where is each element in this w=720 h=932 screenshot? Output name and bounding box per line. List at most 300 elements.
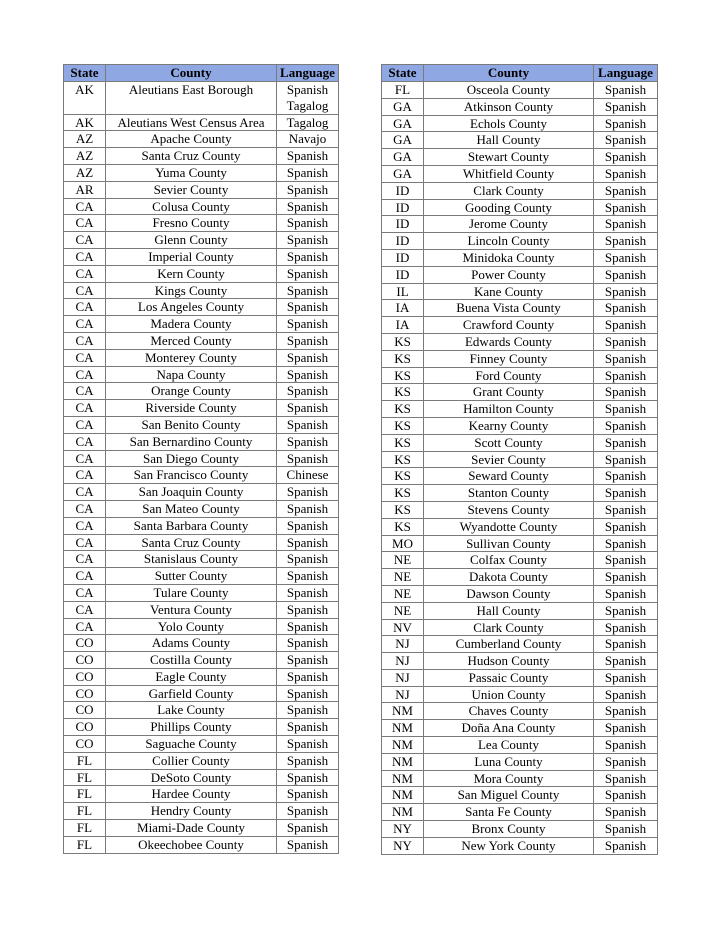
table-row bbox=[64, 164, 339, 181]
state-cell: CA bbox=[64, 400, 106, 417]
state-cell: CO bbox=[64, 668, 106, 685]
table-row bbox=[64, 652, 339, 669]
language-cell: Spanish bbox=[594, 569, 658, 586]
state-cell: FL bbox=[382, 82, 424, 99]
county-cell: San Benito County bbox=[106, 416, 277, 433]
county-cell: Scott County bbox=[424, 434, 594, 451]
table-row bbox=[64, 736, 339, 753]
language-cell: Spanish bbox=[277, 198, 339, 215]
state-cell: CA bbox=[64, 618, 106, 635]
table-row bbox=[382, 350, 658, 367]
table-row bbox=[64, 517, 339, 534]
county-cell: Wyandotte County bbox=[424, 518, 594, 535]
table-row bbox=[64, 366, 339, 383]
state-cell: KS bbox=[382, 384, 424, 401]
table-row bbox=[382, 149, 658, 166]
table-row bbox=[64, 467, 339, 484]
language-line: Spanish bbox=[286, 82, 329, 97]
county-cell: Tulare County bbox=[106, 584, 277, 601]
language-cell: Spanish bbox=[594, 367, 658, 384]
state-cell: NJ bbox=[382, 669, 424, 686]
state-cell: CO bbox=[64, 685, 106, 702]
language-cell: Spanish bbox=[277, 400, 339, 417]
table-row bbox=[64, 568, 339, 585]
county-cell: Lea County bbox=[424, 737, 594, 754]
county-cell: Apache County bbox=[106, 131, 277, 148]
state-cell: CA bbox=[64, 450, 106, 467]
right-county-table bbox=[381, 64, 658, 855]
right-table-body bbox=[382, 82, 658, 855]
county-cell: San Miguel County bbox=[424, 787, 594, 804]
table-row bbox=[382, 770, 658, 787]
county-cell: Orange County bbox=[106, 383, 277, 400]
state-cell: NE bbox=[382, 602, 424, 619]
county-cell: Seward County bbox=[424, 468, 594, 485]
county-cell: Edwards County bbox=[424, 333, 594, 350]
table-row bbox=[64, 534, 339, 551]
state-cell: KS bbox=[382, 417, 424, 434]
state-cell: CA bbox=[64, 433, 106, 450]
county-cell: DeSoto County bbox=[106, 769, 277, 786]
county-cell: Napa County bbox=[106, 366, 277, 383]
language-cell: Spanish bbox=[277, 484, 339, 501]
table-row bbox=[64, 181, 339, 198]
language-cell: Spanish bbox=[594, 300, 658, 317]
county-cell: Okeechobee County bbox=[106, 836, 277, 853]
language-cell: Spanish bbox=[277, 769, 339, 786]
table-row bbox=[382, 434, 658, 451]
table-row bbox=[382, 451, 658, 468]
language-cell: Spanish bbox=[277, 450, 339, 467]
table-row bbox=[382, 317, 658, 334]
language-cell: Spanish bbox=[594, 182, 658, 199]
table-row bbox=[64, 316, 339, 333]
county-cell: Osceola County bbox=[424, 82, 594, 99]
language-cell: Spanish bbox=[594, 669, 658, 686]
county-cell: Hudson County bbox=[424, 653, 594, 670]
table-row bbox=[64, 265, 339, 282]
state-cell: NY bbox=[382, 837, 424, 854]
language-cell: Spanish bbox=[594, 753, 658, 770]
table-row bbox=[382, 821, 658, 838]
county-cell: Eagle County bbox=[106, 668, 277, 685]
table-row bbox=[382, 401, 658, 418]
language-cell: Chinese bbox=[277, 467, 339, 484]
language-cell: Spanish bbox=[277, 668, 339, 685]
state-cell: NM bbox=[382, 720, 424, 737]
language-cell: Spanish bbox=[594, 518, 658, 535]
language-cell: Spanish bbox=[277, 416, 339, 433]
table-row bbox=[382, 249, 658, 266]
table-row bbox=[382, 518, 658, 535]
state-cell: AZ bbox=[64, 131, 106, 148]
table-row bbox=[382, 737, 658, 754]
table-row bbox=[382, 98, 658, 115]
language-cell: Spanish bbox=[277, 383, 339, 400]
state-cell: GA bbox=[382, 115, 424, 132]
state-cell: CA bbox=[64, 349, 106, 366]
language-cell: Spanish bbox=[277, 618, 339, 635]
language-cell: Spanish bbox=[594, 821, 658, 838]
language-cell: Spanish bbox=[277, 719, 339, 736]
county-cell: Hall County bbox=[424, 602, 594, 619]
county-cell: Kings County bbox=[106, 282, 277, 299]
table-row bbox=[64, 383, 339, 400]
state-cell: CA bbox=[64, 484, 106, 501]
county-cell: Los Angeles County bbox=[106, 299, 277, 316]
table-row bbox=[382, 132, 658, 149]
state-cell: CA bbox=[64, 265, 106, 282]
language-cell: Spanish bbox=[277, 433, 339, 450]
state-cell: CA bbox=[64, 248, 106, 265]
table-row bbox=[64, 299, 339, 316]
table-row bbox=[64, 836, 339, 853]
state-cell: CA bbox=[64, 467, 106, 484]
state-cell: KS bbox=[382, 434, 424, 451]
county-cell: Kearny County bbox=[424, 417, 594, 434]
language-cell: Spanish bbox=[594, 333, 658, 350]
county-cell: Finney County bbox=[424, 350, 594, 367]
state-cell: GA bbox=[382, 165, 424, 182]
state-cell: NM bbox=[382, 770, 424, 787]
county-cell: San Joaquin County bbox=[106, 484, 277, 501]
county-cell: Aleutians West Census Area bbox=[106, 114, 277, 131]
table-row bbox=[382, 552, 658, 569]
language-cell: Spanish bbox=[277, 820, 339, 837]
header-row bbox=[64, 65, 339, 82]
language-cell: Spanish bbox=[594, 468, 658, 485]
language-cell: Spanish bbox=[277, 500, 339, 517]
state-cell: FL bbox=[64, 820, 106, 837]
language-cell: Spanish bbox=[594, 165, 658, 182]
county-cell: Santa Barbara County bbox=[106, 517, 277, 534]
county-cell: Sullivan County bbox=[424, 535, 594, 552]
county-cell: Monterey County bbox=[106, 349, 277, 366]
state-cell: CA bbox=[64, 551, 106, 568]
language-cell: Spanish bbox=[277, 366, 339, 383]
county-cell: Hendry County bbox=[106, 803, 277, 820]
state-cell: CA bbox=[64, 215, 106, 232]
left-table-body bbox=[64, 82, 339, 854]
county-cell: San Mateo County bbox=[106, 500, 277, 517]
language-cell: Spanish bbox=[594, 804, 658, 821]
table-row bbox=[382, 636, 658, 653]
state-cell: KS bbox=[382, 485, 424, 502]
county-cell: Riverside County bbox=[106, 400, 277, 417]
table-row bbox=[64, 786, 339, 803]
language-cell: Spanish bbox=[594, 636, 658, 653]
state-cell: CA bbox=[64, 332, 106, 349]
county-cell: Clark County bbox=[424, 182, 594, 199]
language-cell: Spanish bbox=[277, 316, 339, 333]
county-cell: Fresno County bbox=[106, 215, 277, 232]
county-cell: Clark County bbox=[424, 619, 594, 636]
county-cell: Atkinson County bbox=[424, 98, 594, 115]
county-cell: Dakota County bbox=[424, 569, 594, 586]
table-row bbox=[64, 702, 339, 719]
county-cell: Ford County bbox=[424, 367, 594, 384]
state-header: State bbox=[64, 65, 106, 82]
county-cell: Saguache County bbox=[106, 736, 277, 753]
county-cell: Union County bbox=[424, 686, 594, 703]
table-row bbox=[64, 131, 339, 148]
language-cell: Spanish bbox=[277, 736, 339, 753]
table-row bbox=[382, 804, 658, 821]
county-cell: Adams County bbox=[106, 635, 277, 652]
language-cell: Spanish bbox=[277, 299, 339, 316]
county-cell: Aleutians East Borough bbox=[106, 82, 277, 115]
language-cell: Spanish bbox=[277, 232, 339, 249]
table-row bbox=[382, 753, 658, 770]
state-cell: KS bbox=[382, 401, 424, 418]
table-row bbox=[64, 719, 339, 736]
language-header: Language bbox=[277, 65, 339, 82]
language-cell: Spanish bbox=[594, 115, 658, 132]
state-cell: AZ bbox=[64, 148, 106, 165]
table-row bbox=[64, 400, 339, 417]
table-row bbox=[64, 215, 339, 232]
language-header: Language bbox=[594, 65, 658, 82]
state-cell: CA bbox=[64, 416, 106, 433]
county-cell: Glenn County bbox=[106, 232, 277, 249]
table-row bbox=[382, 367, 658, 384]
table-row bbox=[382, 720, 658, 737]
language-cell: Spanish bbox=[594, 266, 658, 283]
language-cell: Spanish bbox=[594, 401, 658, 418]
state-cell: AK bbox=[64, 82, 106, 115]
county-cell: Minidoka County bbox=[424, 249, 594, 266]
state-cell: NM bbox=[382, 753, 424, 770]
state-cell: NJ bbox=[382, 653, 424, 670]
language-cell: Spanish bbox=[594, 619, 658, 636]
language-cell: Spanish bbox=[594, 787, 658, 804]
language-cell: Spanish bbox=[594, 535, 658, 552]
county-cell: Stanton County bbox=[424, 485, 594, 502]
state-cell: ID bbox=[382, 182, 424, 199]
language-cell: Spanish bbox=[594, 602, 658, 619]
language-cell: Spanish bbox=[277, 517, 339, 534]
table-row bbox=[64, 198, 339, 215]
state-cell: NJ bbox=[382, 636, 424, 653]
state-cell: GA bbox=[382, 132, 424, 149]
language-cell: Spanish bbox=[277, 332, 339, 349]
table-row bbox=[64, 668, 339, 685]
state-cell: CO bbox=[64, 702, 106, 719]
language-cell: Spanish bbox=[277, 702, 339, 719]
county-cell: Imperial County bbox=[106, 248, 277, 265]
table-row bbox=[64, 282, 339, 299]
language-cell: Spanish bbox=[594, 451, 658, 468]
county-cell: Santa Cruz County bbox=[106, 148, 277, 165]
table-row bbox=[382, 384, 658, 401]
county-cell: Hamilton County bbox=[424, 401, 594, 418]
table-row bbox=[382, 787, 658, 804]
county-cell: Buena Vista County bbox=[424, 300, 594, 317]
state-cell: CA bbox=[64, 601, 106, 618]
table-row bbox=[382, 417, 658, 434]
county-cell: Ventura County bbox=[106, 601, 277, 618]
language-cell: Spanish bbox=[277, 568, 339, 585]
table-row bbox=[64, 820, 339, 837]
state-cell: NE bbox=[382, 552, 424, 569]
table-row bbox=[64, 114, 339, 131]
table-row bbox=[64, 584, 339, 601]
county-cell: Power County bbox=[424, 266, 594, 283]
state-cell: GA bbox=[382, 98, 424, 115]
language-cell: Spanish bbox=[594, 317, 658, 334]
language-cell: Spanish bbox=[594, 686, 658, 703]
language-cell: Spanish bbox=[594, 552, 658, 569]
county-cell: Cumberland County bbox=[424, 636, 594, 653]
state-cell: CA bbox=[64, 366, 106, 383]
state-cell: CA bbox=[64, 232, 106, 249]
language-cell: Spanish bbox=[277, 652, 339, 669]
language-cell: Spanish bbox=[277, 181, 339, 198]
language-line: Tagalog bbox=[286, 97, 329, 113]
state-cell: KS bbox=[382, 501, 424, 518]
state-cell: AK bbox=[64, 114, 106, 131]
county-cell: Crawford County bbox=[424, 317, 594, 334]
language-cell: Spanish bbox=[594, 149, 658, 166]
table-row bbox=[382, 165, 658, 182]
table-row bbox=[382, 199, 658, 216]
state-cell: CA bbox=[64, 383, 106, 400]
county-cell: Merced County bbox=[106, 332, 277, 349]
language-cell: Spanish bbox=[277, 148, 339, 165]
state-cell: KS bbox=[382, 333, 424, 350]
table-row bbox=[64, 416, 339, 433]
language-cell: Spanish bbox=[594, 384, 658, 401]
language-cell: Spanish bbox=[594, 434, 658, 451]
state-cell: FL bbox=[64, 786, 106, 803]
county-cell: Sutter County bbox=[106, 568, 277, 585]
county-cell: Santa Cruz County bbox=[106, 534, 277, 551]
state-cell: NM bbox=[382, 703, 424, 720]
language-cell: Spanish bbox=[277, 685, 339, 702]
state-cell: NM bbox=[382, 737, 424, 754]
county-cell: New York County bbox=[424, 837, 594, 854]
county-cell: Lake County bbox=[106, 702, 277, 719]
state-cell: KS bbox=[382, 468, 424, 485]
language-cell: Spanish bbox=[594, 501, 658, 518]
state-cell: AZ bbox=[64, 164, 106, 181]
state-cell: KS bbox=[382, 350, 424, 367]
state-cell: NM bbox=[382, 787, 424, 804]
county-cell: San Diego County bbox=[106, 450, 277, 467]
state-cell: CO bbox=[64, 652, 106, 669]
state-cell: IA bbox=[382, 300, 424, 317]
language-cell: Spanish bbox=[594, 770, 658, 787]
language-cell: Spanish bbox=[277, 584, 339, 601]
language-cell: Navajo bbox=[277, 131, 339, 148]
table-row bbox=[64, 752, 339, 769]
table-row bbox=[64, 601, 339, 618]
language-cell: Spanish bbox=[594, 350, 658, 367]
county-cell: Miami-Dade County bbox=[106, 820, 277, 837]
state-cell: ID bbox=[382, 266, 424, 283]
state-cell: FL bbox=[64, 752, 106, 769]
state-cell: CA bbox=[64, 198, 106, 215]
county-cell: Garfield County bbox=[106, 685, 277, 702]
table-row bbox=[382, 535, 658, 552]
table-row bbox=[64, 82, 339, 115]
county-cell: Echols County bbox=[424, 115, 594, 132]
table-row bbox=[382, 703, 658, 720]
table-row bbox=[382, 283, 658, 300]
table-row bbox=[382, 216, 658, 233]
table-row bbox=[64, 148, 339, 165]
county-cell: Costilla County bbox=[106, 652, 277, 669]
table-row bbox=[382, 686, 658, 703]
state-cell: NE bbox=[382, 585, 424, 602]
table-row bbox=[64, 685, 339, 702]
county-cell: Dawson County bbox=[424, 585, 594, 602]
language-cell: Spanish bbox=[277, 601, 339, 618]
table-row bbox=[64, 500, 339, 517]
table-row bbox=[64, 551, 339, 568]
language-cell: Spanish bbox=[277, 803, 339, 820]
state-cell: NJ bbox=[382, 686, 424, 703]
county-cell: Jerome County bbox=[424, 216, 594, 233]
language-cell: Spanish bbox=[277, 265, 339, 282]
state-cell: KS bbox=[382, 367, 424, 384]
language-cell: Spanish bbox=[594, 132, 658, 149]
county-cell: Stewart County bbox=[424, 149, 594, 166]
county-header: County bbox=[106, 65, 277, 82]
state-cell: CO bbox=[64, 736, 106, 753]
county-cell: Stanislaus County bbox=[106, 551, 277, 568]
county-cell: Hardee County bbox=[106, 786, 277, 803]
state-cell: FL bbox=[64, 836, 106, 853]
language-cell: Spanish bbox=[277, 282, 339, 299]
language-cell: Spanish bbox=[277, 248, 339, 265]
language-cell: Spanish bbox=[594, 199, 658, 216]
table-row bbox=[382, 837, 658, 854]
state-cell: ID bbox=[382, 199, 424, 216]
county-cell: Colfax County bbox=[424, 552, 594, 569]
table-row bbox=[382, 300, 658, 317]
language-cell: Spanish bbox=[594, 233, 658, 250]
county-cell: Luna County bbox=[424, 753, 594, 770]
county-cell: Bronx County bbox=[424, 821, 594, 838]
table-row bbox=[64, 349, 339, 366]
table-row bbox=[382, 182, 658, 199]
table-row bbox=[382, 569, 658, 586]
state-cell: CA bbox=[64, 534, 106, 551]
county-cell: Passaic County bbox=[424, 669, 594, 686]
county-cell: Grant County bbox=[424, 384, 594, 401]
county-cell: San Francisco County bbox=[106, 467, 277, 484]
county-cell: Santa Fe County bbox=[424, 804, 594, 821]
county-cell: Yolo County bbox=[106, 618, 277, 635]
language-cell: Spanish bbox=[594, 485, 658, 502]
county-cell: Stevens County bbox=[424, 501, 594, 518]
table-row bbox=[64, 450, 339, 467]
language-cell: Spanish bbox=[594, 703, 658, 720]
language-cell: Spanish bbox=[594, 216, 658, 233]
state-cell: IA bbox=[382, 317, 424, 334]
language-cell: Spanish bbox=[277, 534, 339, 551]
table-row bbox=[382, 82, 658, 99]
state-cell: CA bbox=[64, 316, 106, 333]
language-cell: Spanish bbox=[277, 164, 339, 181]
state-cell: MO bbox=[382, 535, 424, 552]
county-cell: Whitfield County bbox=[424, 165, 594, 182]
language-cell: Spanish bbox=[277, 551, 339, 568]
left-county-table bbox=[63, 64, 339, 854]
county-cell: Colusa County bbox=[106, 198, 277, 215]
state-cell: CO bbox=[64, 635, 106, 652]
